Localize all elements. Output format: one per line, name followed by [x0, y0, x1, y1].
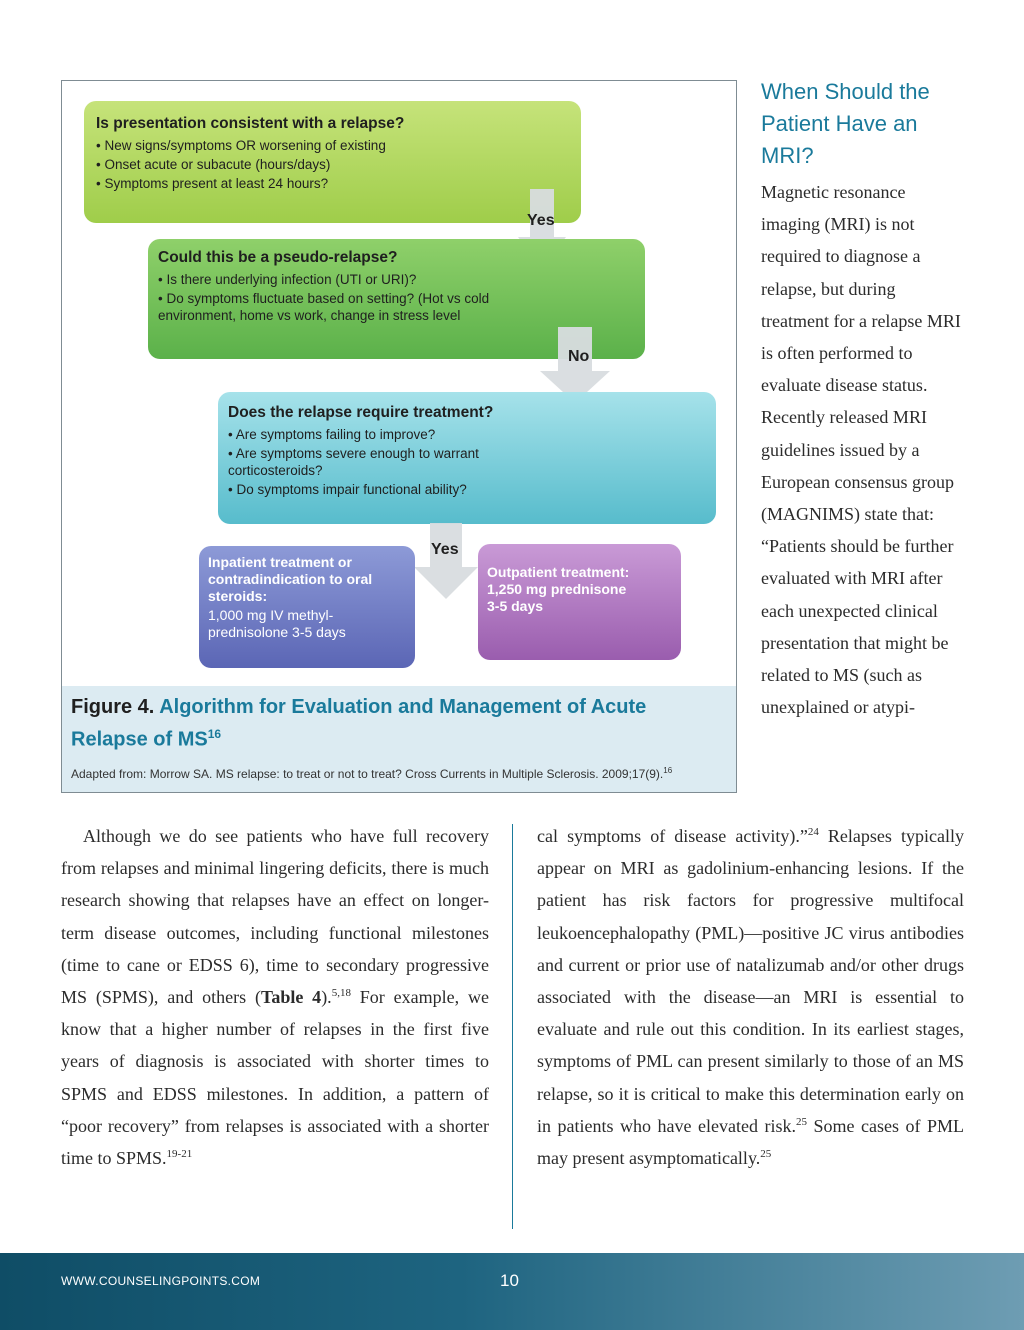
- text-run: Although we do see patients who have full recovery from relapses and minimal lingering deficits, there is much research showing that relapses have an effect on longer-term disease outcomes, including functional milestones (time to cane or EDSS 6), time to secondary progressive MS (SPMS), and others (: [61, 826, 489, 1008]
- figure-title: Algorithm for Evaluation and Management of Acute Relapse of MS: [71, 696, 647, 751]
- paragraph: [537, 820, 964, 1174]
- figure-source-text: Adapted from: Morrow SA. MS relapse: to treat or not to treat? Cross Currents in Multiple Sclerosis. 2009;17(9).: [71, 766, 664, 781]
- flow-label-yes: Yes: [527, 212, 555, 229]
- flow-box-question: Could this be a pseudo-relapse?: [158, 249, 398, 266]
- flow-box-inpatient: [199, 546, 415, 668]
- figure-label: Figure 4.: [71, 696, 155, 718]
- outpatient-text: Outpatient treatment: 1,250 mg prednisone 3-5 days: [487, 564, 630, 614]
- flow-box-question: Does the relapse require treatment?: [228, 404, 494, 421]
- flowchart: [62, 81, 738, 686]
- flow-bullet: • Are symptoms failing to improve?: [228, 427, 436, 442]
- text-run: Relapses typically appear on MRI as gadolinium-enhancing lesions. If the patient has risk factors for progressive multifocal leukoencephalopathy (PML)—positive JC virus antibodies and current or prior use of natalizumab and/or other drugs associated with the disease—an MRI is essential to evaluate and rule out this condition. In its earliest stages, symptoms of PML can present similarly to those of an MS relapse, so it is critical to make this determination early on in patients who have elevated risk.: [537, 826, 964, 1136]
- flow-bullet: • Onset acute or subacute (hours/days): [96, 157, 331, 172]
- body-column-right: [537, 820, 964, 1174]
- citation: 24: [807, 826, 819, 838]
- citation: 25: [795, 1115, 807, 1128]
- text-run: For example, we know that a higher number of relapses in the first five years of diagnosis is associated with shorter times to SPMS and EDSS milestones. In addition, a pattern of “poor recovery” from relapses is associated with a shorter time to SPMS.: [61, 987, 489, 1169]
- footer-url[interactable]: WWW.COUNSELINGPOINTS.COM: [61, 1274, 261, 1288]
- table-reference: Table 4: [260, 987, 322, 1008]
- column-divider: [512, 824, 513, 1229]
- flow-bullet: • Do symptoms fluctuate based on setting? (Hot vs cold environment, home vs work, change in stress level: [158, 291, 490, 323]
- figure-title-ref: 16: [207, 727, 222, 741]
- flow-bullet: • New signs/symptoms OR worsening of existing: [96, 138, 386, 153]
- flow-label-no: No: [568, 348, 590, 365]
- figure-source: [71, 762, 727, 783]
- down-arrow-icon: [414, 523, 478, 599]
- flow-bullet: • Are symptoms severe enough to warrant corticosteroids?: [228, 446, 479, 478]
- citation: 5,18: [331, 987, 351, 1000]
- text-run: ).: [321, 987, 332, 1008]
- flow-box-question: Is presentation consistent with a relapse?: [96, 115, 405, 132]
- paragraph: [61, 820, 489, 1174]
- flow-box-relapse-check: [84, 101, 581, 223]
- figure-caption-title: [71, 694, 727, 754]
- flow-box-treatment-check: [218, 392, 716, 524]
- body-column-left: [61, 820, 489, 1174]
- citation: 25: [760, 1148, 772, 1161]
- flow-label-yes: Yes: [431, 541, 459, 558]
- inpatient-text: 1,000 mg IV methyl-prednisolone 3-5 days: [208, 607, 346, 640]
- figure-source-ref: 16: [663, 765, 673, 775]
- page-number: 10: [500, 1271, 519, 1290]
- text-run: Some cases of PML may present asymptomatically.: [537, 1115, 964, 1169]
- inpatient-heading: Inpatient treatment or contradindication to oral steroids:: [208, 554, 373, 604]
- flow-bullet: • Do symptoms impair functional ability?: [228, 482, 467, 497]
- sidebar-body: Magnetic resonance imaging (MRI) is not required to diagnose a relapse, but during treatment for a relapse MRI is often performed to evaluate disease status. Recently released MRI guidelines issued by a European consensus group (MAGNIMS) state that: “Patients should be further evaluated with MRI after each unexpected clinical presentation that might be related to MS (such as unexplained or atypi-: [761, 182, 961, 718]
- flow-bullet: • Symptoms present at least 24 hours?: [96, 176, 329, 191]
- text-run: cal symptoms of disease activity).”: [537, 826, 808, 846]
- flow-box-outpatient: [478, 544, 681, 660]
- figure-4: [61, 80, 737, 793]
- citation: 19-21: [166, 1148, 193, 1161]
- figure-caption: [62, 686, 736, 792]
- sidebar-heading: When Should the Patient Have an MRI?: [761, 79, 930, 168]
- page-footer: [0, 1253, 1024, 1330]
- flow-bullet: • Is there underlying infection (UTI or URI)?: [158, 272, 417, 287]
